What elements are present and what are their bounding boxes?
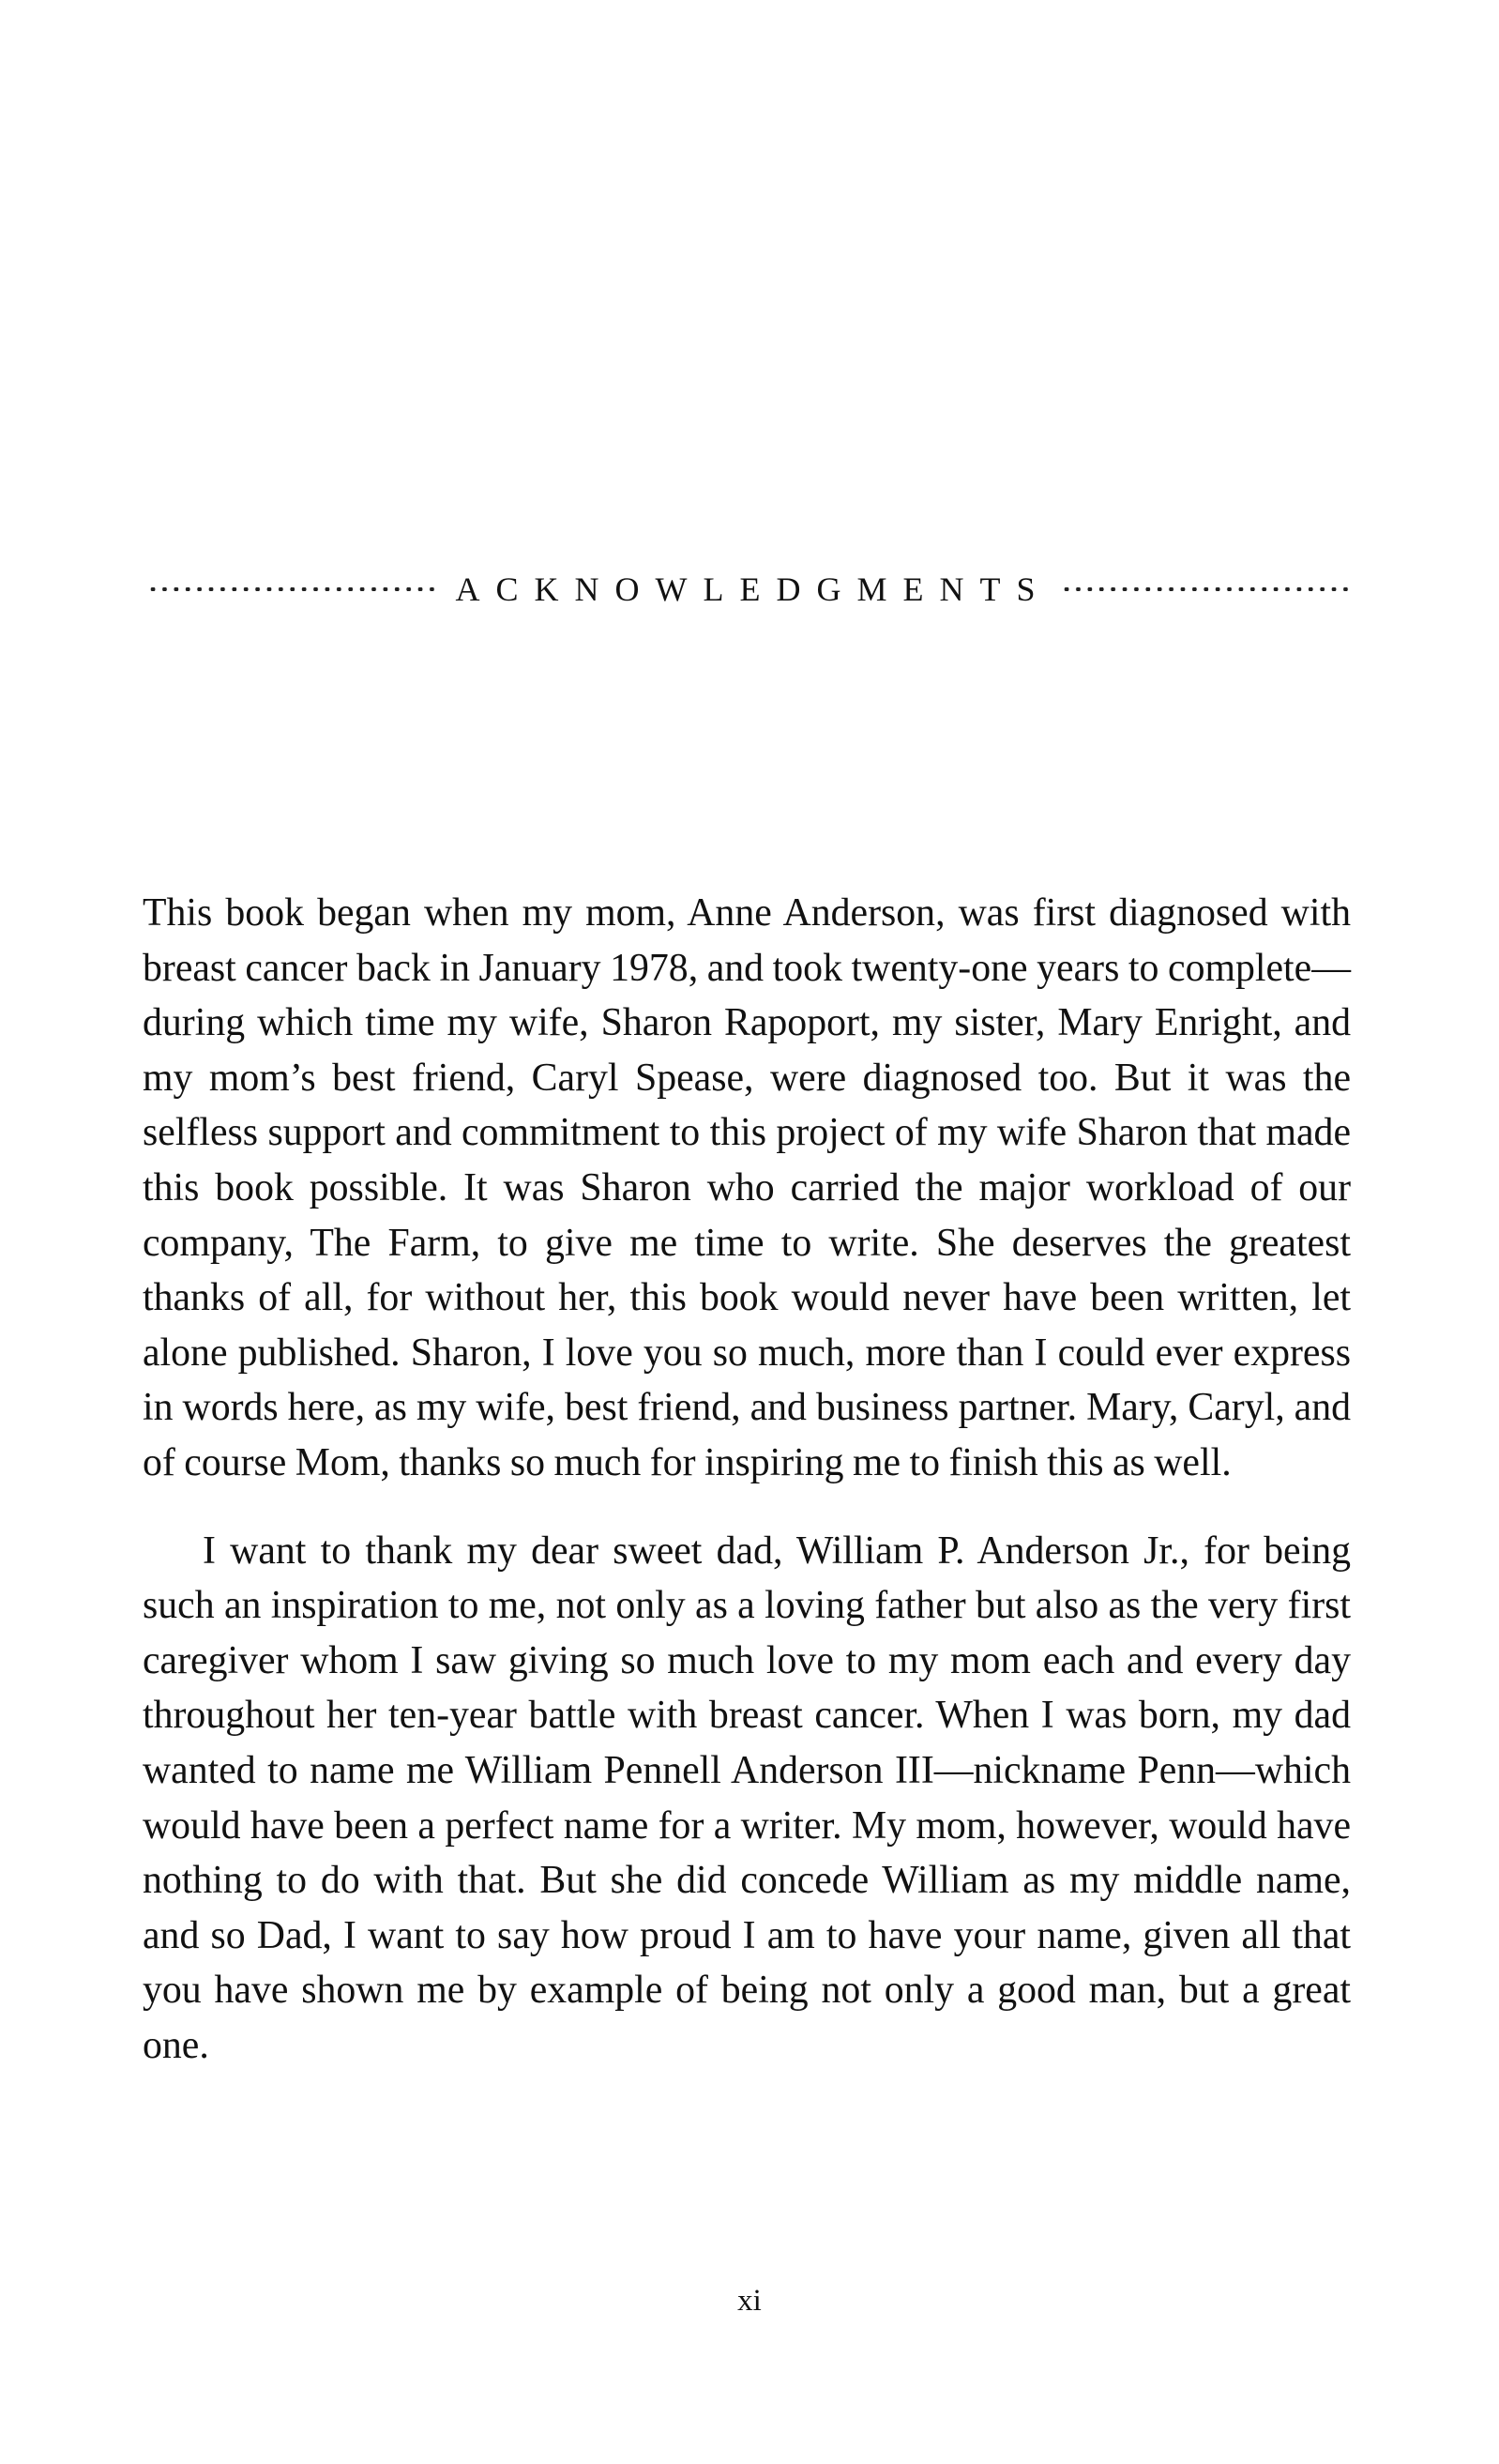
chapter-heading (150, 561, 1349, 617)
paragraph-1: This book began when my mom, Anne Anderson, was first diagnosed with breast cancer back in January 1978, and took twenty-one years to complete—during which time my wife, Sharon Rapoport, my sister, Mary Enright, and my mom’s best friend, Caryl Spease, were diagnosed too. But it was the selfless support and commitment to this project of my wife Sharon that made this book possible. It was Sharon who carried the major workload of our company, The Farm, to give me time to write. She deserves the greatest thanks of all, for without her, this book would never have been written, let alone published. Sharon, I love you so much, more than I could ever express in words here, as my wife, best friend, and business partner. Mary, Caryl, and of course Mom, thanks so much for inspiring me to finish this as well. (143, 891, 1351, 1484)
body-text (143, 886, 1351, 2073)
paragraph-2: I want to thank my dear sweet dad, William P. Anderson Jr., for being such an inspiration to me, not only as a loving father but also as the very first caregiver whom I saw giving so much love to my mom each and every day throughout her ten-year battle with breast cancer. When I was born, my dad wanted to name me William Pennell Anderson III—nickname Penn—which would have been a perfect name for a writer. My mom, however, would have nothing to do with that. But she did concede William as my middle name, and so Dad, I want to say how proud I am to have your name, given all that you have shown me by example of being not only a good man, but a great one. (143, 1529, 1351, 2067)
heading-dot-leader-left (150, 587, 435, 591)
heading-dot-leader-right (1064, 587, 1349, 591)
heading-title: ACKNOWLEDGMENTS (455, 570, 1052, 608)
page-number: xi (737, 2284, 762, 2318)
